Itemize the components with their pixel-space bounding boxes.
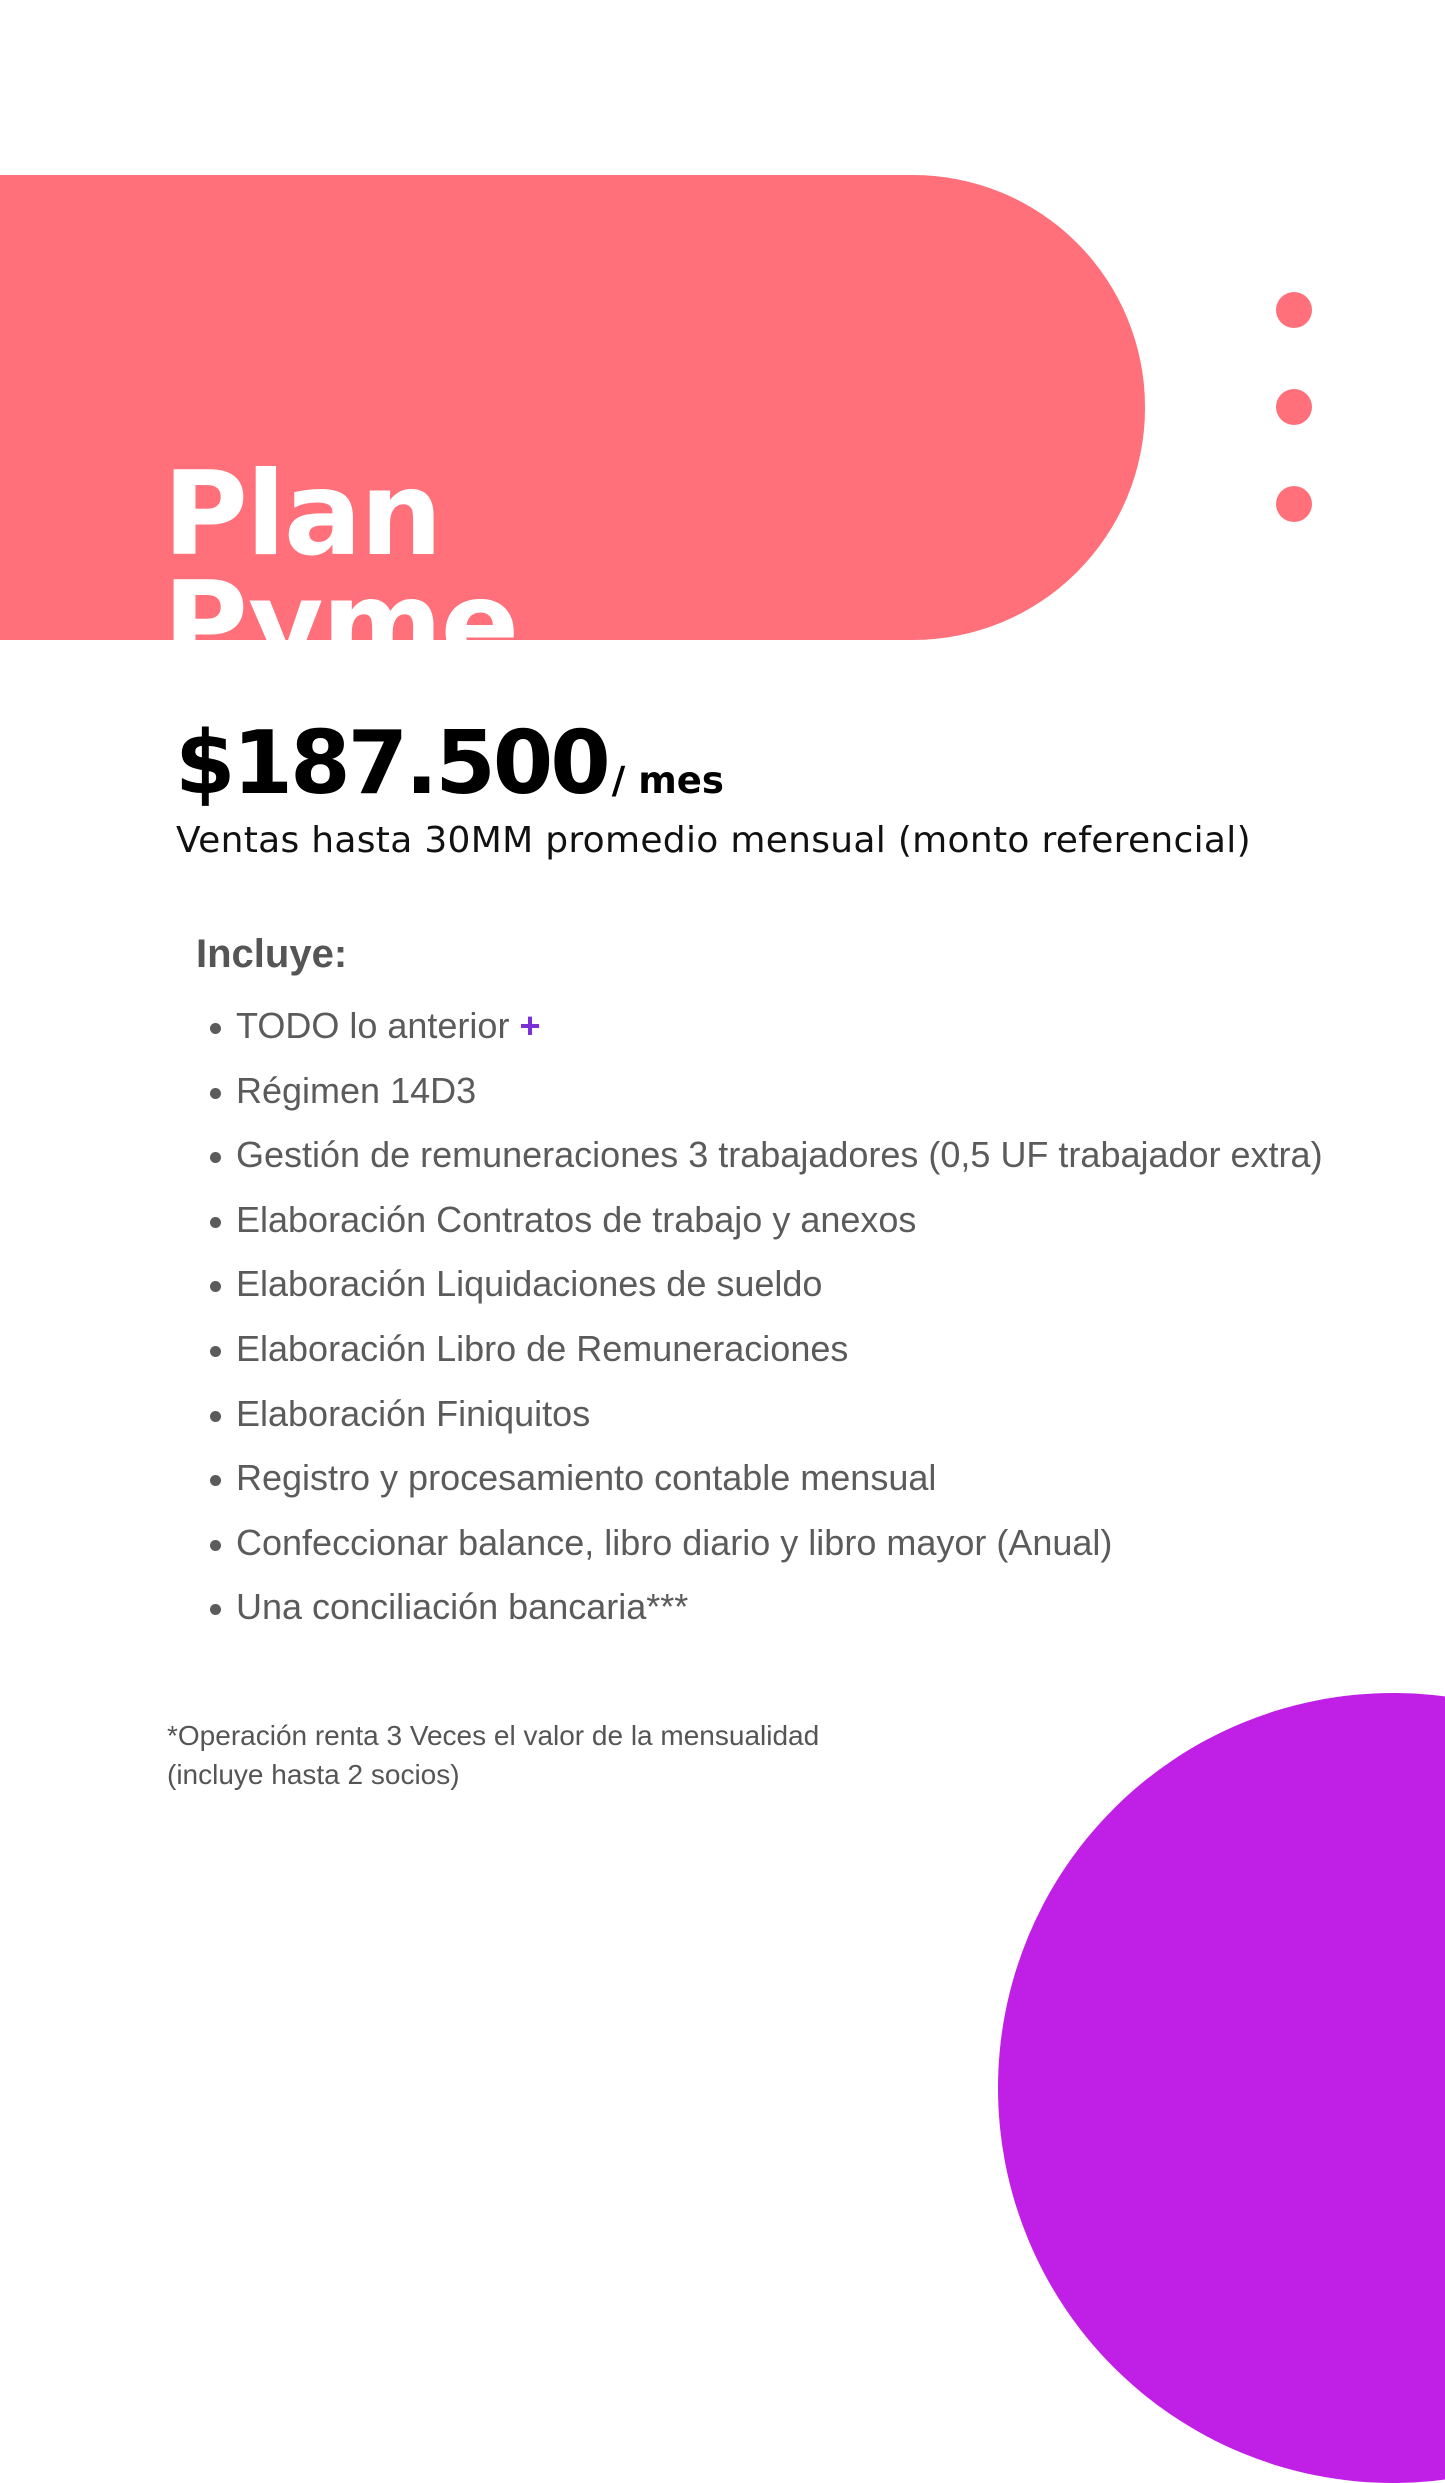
feature-text: Elaboración Liquidaciones de sueldo	[236, 1263, 823, 1305]
features-list	[206, 1001, 1323, 1647]
decorative-dot-middle	[1276, 389, 1312, 425]
plus-icon: +	[519, 1005, 541, 1046]
feature-text: Elaboración Libro de Remuneraciones	[236, 1327, 849, 1369]
feature-item	[206, 1453, 1323, 1518]
feature-item	[206, 1001, 1323, 1066]
feature-item	[206, 1259, 1323, 1324]
feature-text: Gestión de remuneraciones 3 trabajadores (0,5 UF trabajador extra)	[236, 1134, 1323, 1176]
feature-item	[206, 1130, 1323, 1195]
footnote-line-1: *Operación renta 3 Veces el valor de la mensualidad	[167, 1720, 820, 1751]
bullet-icon	[210, 1604, 221, 1615]
decorative-dot-top	[1276, 292, 1312, 328]
sales-description: Ventas hasta 30MM promedio mensual (monto referencial)	[176, 820, 1251, 861]
feature-text: Régimen 14D3	[236, 1069, 477, 1111]
plan-title	[163, 447, 518, 692]
feature-item	[206, 1518, 1323, 1583]
feature-text: Elaboración Finiquitos	[236, 1392, 591, 1434]
feature-text: Registro y procesamiento contable mensual	[236, 1457, 937, 1499]
includes-heading: Incluye:	[196, 932, 348, 976]
plan-title-line-1: Plan	[163, 447, 441, 582]
decorative-corner-circle	[998, 1693, 1445, 2483]
bullet-icon	[210, 1152, 221, 1163]
bullet-icon	[210, 1023, 221, 1034]
footnote-line-2: (incluye hasta 2 socios)	[167, 1759, 460, 1790]
plan-banner	[0, 175, 1145, 692]
feature-item	[206, 1066, 1323, 1131]
feature-text: Elaboración Contratos de trabajo y anexos	[236, 1198, 917, 1240]
feature-text: TODO lo anterior	[236, 1005, 510, 1046]
bullet-icon	[210, 1281, 221, 1292]
bullet-icon	[210, 1475, 221, 1486]
feature-item	[206, 1389, 1323, 1454]
bullet-icon	[210, 1540, 221, 1551]
price-amount: $187.500	[175, 712, 608, 814]
decorative-dot-bottom	[1276, 486, 1312, 522]
footnote	[167, 1716, 819, 1794]
bullet-icon	[210, 1217, 221, 1228]
price-row	[175, 712, 724, 814]
plan-title-line-2: Pyme	[163, 557, 518, 692]
feature-item	[206, 1582, 1323, 1647]
feature-item	[206, 1324, 1323, 1389]
bullet-icon	[210, 1346, 221, 1357]
bullet-icon	[210, 1088, 221, 1099]
bullet-icon	[210, 1411, 221, 1422]
price-period: / mes	[611, 759, 724, 802]
feature-text: Confeccionar balance, libro diario y libro mayor (Anual)	[236, 1521, 1113, 1563]
feature-item	[206, 1195, 1323, 1260]
feature-text: Una conciliación bancaria***	[236, 1586, 689, 1628]
